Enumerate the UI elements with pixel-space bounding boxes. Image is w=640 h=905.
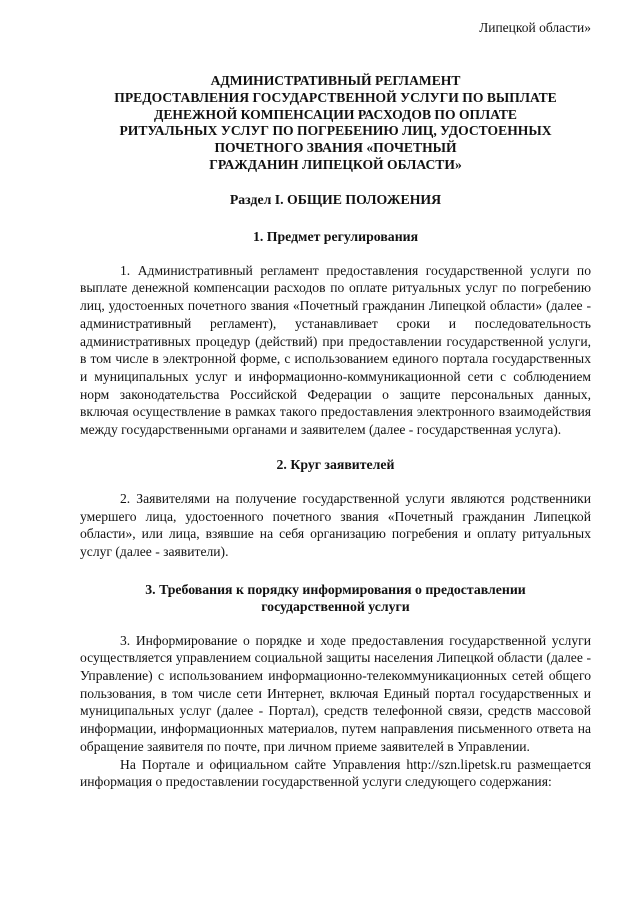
title-line: РИТУАЛЬНЫХ УСЛУГ ПО ПОГРЕБЕНИЮ ЛИЦ, УДОСТОЕННЫХ: [119, 123, 552, 139]
title-line: АДМИНИСТРАТИВНЫЙ РЕГЛАМЕНТ: [210, 73, 461, 88]
paragraph-3: 3. Информирование о порядке и ходе предоставления государственной услуги осуществляется управлением социальной защиты населения Липецкой области (далее - Управление) с использованием информационно-телекоммуникационных сетей общего пользования, в том числе сети Интернет, включая Единый портал государственных и муниципальных услуг (далее - Портал), средств телефонной связи, средств массовой информации, информационных материалов, путем направления письменного ответа на обращение заявителя по почте, при личном приеме заявителей в Управлении.: [80, 632, 591, 754]
paragraph-portal: На Портале и официальном сайте Управления http://szn.lipetsk.ru размещается информация о предоставлении государственной услуги следующего содержания:: [80, 756, 591, 790]
running-header: Липецкой области»: [479, 20, 591, 35]
title-line: ПОЧЕТНОГО ЗВАНИЯ «ПОЧЕТНЫЙ: [214, 140, 457, 156]
paragraph-2: 2. Заявителями на получение государственной услуги являются родственники умершего лица, удостоенного почетного звания «Почетный гражданин Липецкой области», или лица, взявшие на себя организацию погребения и оплату ритуальных услуг (далее - заявители).: [80, 490, 591, 559]
subsection-title-line: государственной услуги: [261, 598, 410, 614]
title-line: ПРЕДОСТАВЛЕНИЯ ГОСУДАРСТВЕННОЙ УСЛУГИ ПО ВЫПЛАТЕ: [114, 89, 557, 105]
subsection-title-informing: [80, 581, 591, 615]
subsection-title-applicants: 2. Круг заявителей: [276, 456, 395, 472]
section-title: Раздел I. ОБЩИЕ ПОЛОЖЕНИЯ: [229, 191, 442, 207]
subsection-title-subject: 1. Предмет регулирования: [252, 228, 419, 244]
subsection-title-line: 3. Требования к порядку информирования о предоставлении: [145, 581, 526, 597]
title-line: ДЕНЕЖНОЙ КОМПЕНСАЦИИ РАСХОДОВ ПО ОПЛАТЕ: [154, 106, 517, 122]
title-line: ГРАЖДАНИН ЛИПЕЦКОЙ ОБЛАСТИ»: [209, 156, 462, 172]
paragraph-1: 1. Административный регламент предоставления государственной услуги по выплате денежной компенсации расходов по оплате ритуальных услуг по погребению лиц, удостоенных почетного звания «Почетный гражданин Липецкой области» (далее - административный регламент), устанавливает сроки и последовательность административных процедур (действий) при предоставлении государственной услуги, в том числе в электронной форме, с использованием единого портала государственных и муниципальных услуг и информационно-коммуникационной сети с соблюдением норм законодательства Российской Федерации о защите персональных данных, включая осуществление в рамках такого предоставления электронного взаимодействия между государственными органами и заявителем (далее - государственная услуга).: [80, 262, 591, 438]
